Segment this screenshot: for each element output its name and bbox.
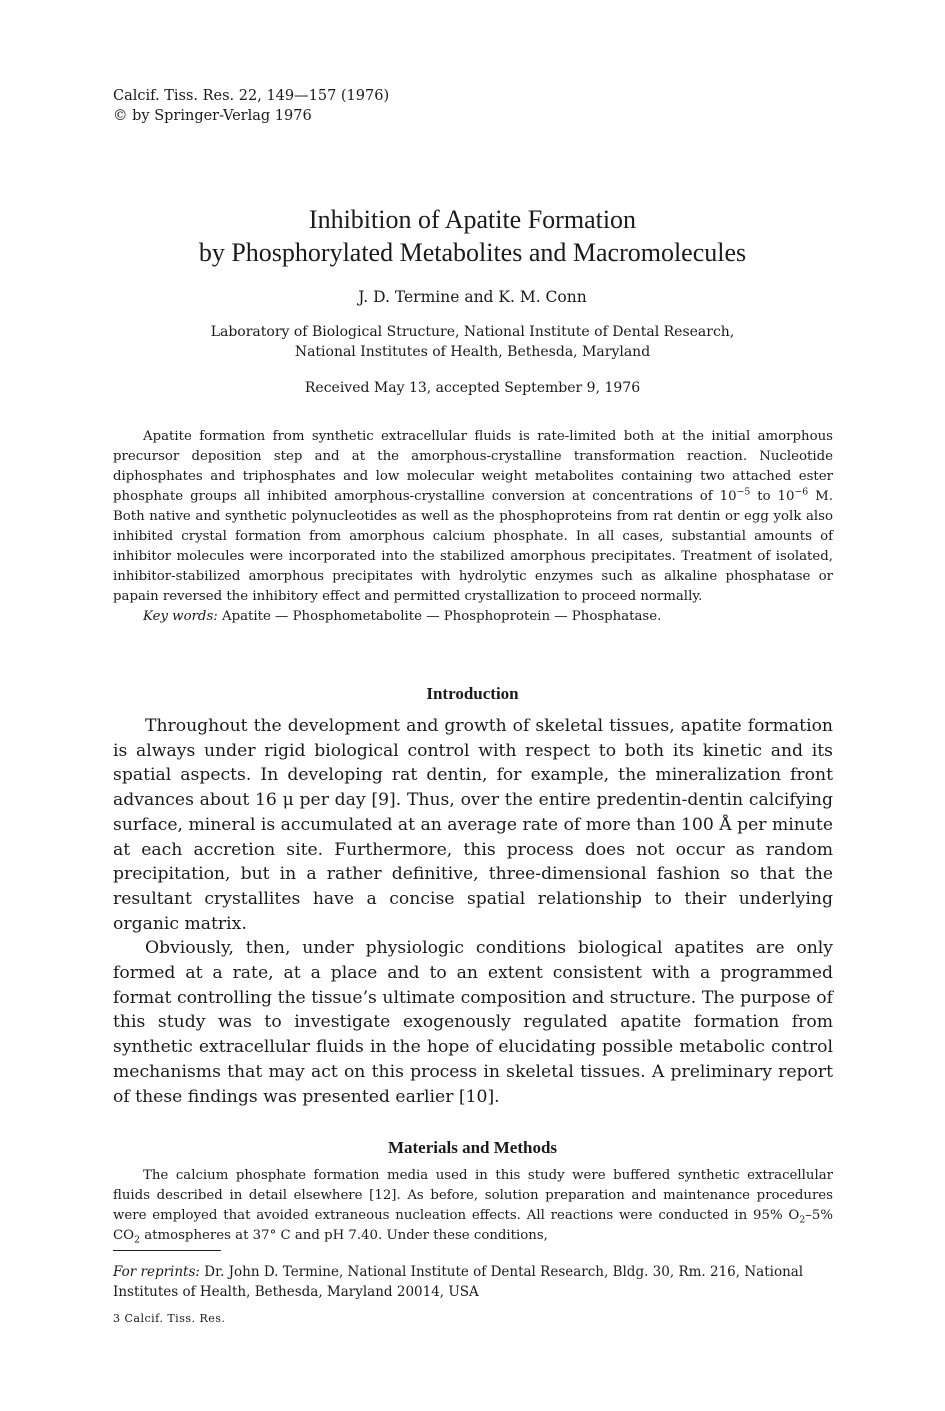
authors: J. D. Termine and K. M. Conn (358, 288, 587, 306)
abstract-exponent-1: −5 (736, 486, 751, 498)
methods-subscript-1: 2 (799, 1214, 806, 1226)
methods-text-1: The calcium phosphate formation media used in this study were buffered synthetic extracellular fluids described in detail elsewhere [12]. As before, solution preparation and maintenance procedures were employed that avoided extraneous nucleation effects. All reactions were conducted in 95% O (113, 1168, 833, 1223)
methods-text-3: atmospheres at 37° C and pH 7.40. Under these conditions, (140, 1228, 548, 1243)
keywords-label: Key words: (143, 609, 218, 624)
abstract-text-3: M. Both native and synthetic polynucleotides as well as the phosphoproteins from rat dentin or egg yolk also inhibited crystal formation from amorphous calcium phosphate. In all cases, substantial amounts of inhibitor molecules were incorporated into the stabilized amorphous precipitates. Treatment of isolated, inhibitor-stabilized amorphous precipitates with hydrolytic enzymes such as alkaline phosphatase or papain reversed the inhibitory effect and permitted crystallization to proceed normally. (113, 489, 833, 604)
copyright-line: © by Springer-Verlag 1976 (113, 108, 312, 124)
abstract-text-2: to 10 (750, 489, 795, 504)
affiliation (113, 322, 832, 362)
journal-citation: Calcif. Tiss. Res. 22, 149—157 (1976) (113, 88, 390, 104)
title-line-1: Inhibition of Apatite Formation (308, 205, 637, 234)
footnote-text: Dr. John D. Termine, National Institute of Dental Research, Bldg. 30, Rm. 216, National Institutes of Health, Bethesda, Maryland 20014, USA (113, 1264, 804, 1300)
methods-text-2: –5% CO (113, 1208, 833, 1243)
introduction-heading: Introduction (426, 684, 519, 703)
methods-heading: Materials and Methods (387, 1138, 558, 1157)
footnote-divider (113, 1250, 221, 1251)
page-footer: 3 Calcif. Tiss. Res. (113, 1312, 226, 1325)
keywords-list: Apatite — Phosphometabolite — Phosphoprotein — Phosphatase. (217, 609, 662, 624)
methods-body (113, 1166, 833, 1246)
received-date: Received May 13, accepted September 9, 1976 (304, 380, 641, 396)
introduction-paragraph-2: Obviously, then, under physiologic conditions biological apatites are only formed at a rate, at a place and to an extent consistent with a programmed format controlling the tissue’s ultimate composition and structure. The purpose of this study was to investigate exogenously regulated apatite formation from synthetic extracellular fluids in the hope of elucidating possible metabolic control mechanisms that may act on this process in skeletal tissues. A preliminary report of these findings was presented earlier [10]. (113, 938, 833, 1107)
title-line-2: by Phosphorylated Metabolites and Macromolecules (198, 238, 747, 267)
methods-paragraph (113, 1166, 833, 1246)
abstract-paragraph (113, 427, 833, 607)
abstract-exponent-2: −6 (794, 486, 809, 498)
keywords (113, 607, 833, 627)
abstract (113, 427, 833, 627)
affiliation-line-2: National Institutes of Health, Bethesda, Maryland (294, 344, 651, 360)
footnote-label: For reprints: (113, 1264, 200, 1280)
affiliation-line-1: Laboratory of Biological Structure, National Institute of Dental Research, (210, 324, 735, 340)
reprints-footnote (113, 1262, 833, 1302)
introduction-body (113, 714, 833, 1109)
journal-header (113, 86, 389, 126)
introduction-paragraph-1: Throughout the development and growth of skeletal tissues, apatite formation is always under rigid biological control with respect to both its kinetic and its spatial aspects. In developing rat dentin, for example, the mineralization front advances about 16 μ per day [9]. Thus, over the entire predentin-dentin calcifying surface, mineral is accumulated at an average rate of more than 100 Å per minute at each accretion site. Furthermore, this process does not occur as random precipitation, but in a rather definitive, three-dimensional fashion so that the resultant crystallites have a concise spatial relationship to their underlying organic matrix. (113, 716, 833, 934)
methods-subscript-2: 2 (134, 1234, 140, 1246)
abstract-text-1: Apatite formation from synthetic extracellular fluids is rate-limited both at the initial amorphous precursor deposition step and at the amorphous-crystalline transformation reaction. Nucleotide diphosphates and triphosphates and low molecular weight metabolites containing two attached ester phosphate groups all inhibited amorphous-crystalline conversion at concentrations of 10 (113, 429, 833, 504)
paper-title (113, 203, 832, 269)
